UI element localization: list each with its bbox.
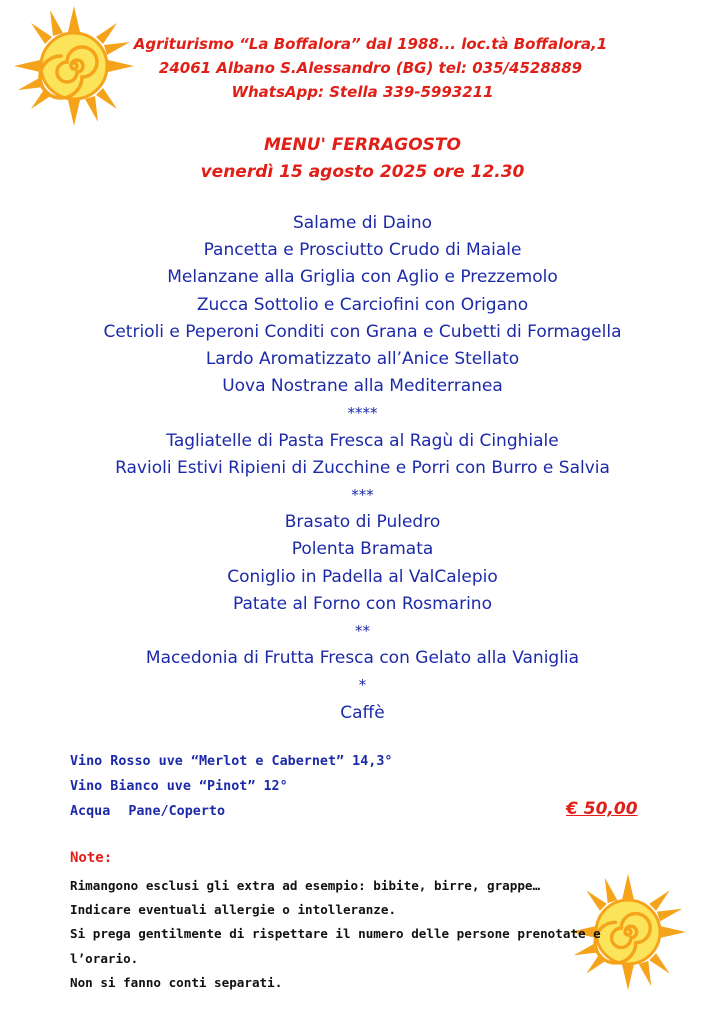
header — [0, 32, 725, 104]
notes-list — [70, 874, 670, 995]
menu-item: Pancetta e Prosciutto Crudo di Maiale — [203, 240, 522, 261]
drink-red-wine: Vino Rosso uve “Merlot e Cabernet” 14,3° — [70, 754, 393, 769]
note-line: Si prega gentilmente di rispettare il numero delle persone prenotate e — [70, 926, 601, 942]
menu-item: Tagliatelle di Pasta Fresca al Ragù di Cinghiale — [166, 430, 559, 451]
menu-item: Salame di Daino — [292, 213, 433, 233]
menu-item-caffe: Caffè — [340, 702, 385, 723]
menu-date: venerdì 15 agosto 2025 ore 12.30 — [200, 162, 525, 182]
menu-item: Lardo Aromatizzato all’Anice Stellato — [205, 349, 520, 370]
menu-item: Cetrioli e Peperoni Conditi con Grana e Cubetti di Formagella — [103, 321, 622, 342]
menu-item: Melanzane alla Griglia con Aglio e Prezzemolo — [167, 267, 558, 288]
header-line-phone: 24061 Albano S.Alessandro (BG) tel: 035/4528889 — [158, 59, 583, 77]
menu-item: Polenta Bramata — [291, 539, 434, 560]
menu-item: Brasato di Puledro — [284, 512, 441, 533]
menu-item: Coniglio in Padella al ValCalepio — [227, 566, 498, 587]
note-line: Indicare eventuali allergie o intolleranze. — [70, 902, 397, 918]
course-separator: ** — [355, 622, 370, 641]
note-line: Non si fanno conti separati. — [70, 974, 283, 990]
drink-water: Acqua — [70, 804, 111, 819]
menu-price: € 50,00 — [566, 799, 638, 819]
note-line: l’orario. — [70, 950, 139, 966]
menu-item: Macedonia di Frutta Fresca con Gelato alla Vaniglia — [145, 648, 580, 669]
menu-item: Patate al Forno con Rosmarino — [232, 593, 492, 614]
bread-cover: Pane/Coperto — [128, 804, 226, 819]
header-line-address: Agriturismo “La Boffalora” dal 1988... loc.tà Boffalora,1 — [133, 35, 608, 53]
drink-white-wine: Vino Bianco uve “Pinot” 12° — [70, 779, 288, 794]
course-separator: *** — [351, 486, 374, 505]
notes-label: Note: — [70, 850, 113, 866]
menu-item: Zucca Sottolio e Carciofini con Origano — [196, 294, 529, 315]
menu-item: Uova Nostrane alla Mediterranea — [222, 376, 503, 397]
course-separator: * — [358, 676, 367, 695]
menu-list — [0, 210, 725, 727]
header-line-whatsapp: WhatsApp: Stella 339-5993211 — [231, 83, 494, 101]
menu-item: Ravioli Estivi Ripieni di Zucchine e Porri con Burro e Salvia — [115, 457, 610, 478]
menu-title-block — [0, 132, 725, 186]
course-separator: **** — [347, 404, 378, 423]
menu-title: MENU' FERRAGOSTO — [264, 135, 461, 155]
note-line: Rimangono esclusi gli extra ad esempio: bibite, birre, grappe… — [70, 878, 541, 893]
